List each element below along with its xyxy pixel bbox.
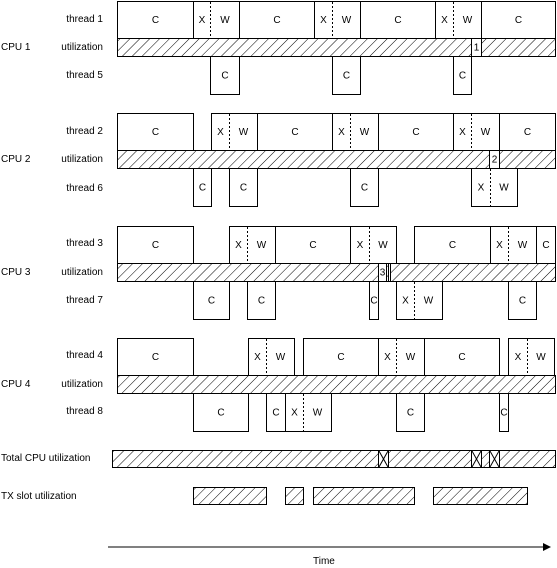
total-utilization-row bbox=[113, 451, 556, 468]
cpu1-upper-thread-label: thread 1 bbox=[66, 14, 103, 25]
cpu1-upper-seg-3-x-label: X bbox=[320, 15, 327, 27]
cpu3-lower-seg-0-c-label: C bbox=[207, 295, 216, 307]
cpu1-lower-seg-2-c-label: C bbox=[458, 70, 467, 82]
cpu4-lower-seg-1-c-label: C bbox=[272, 407, 280, 419]
cpu4-lower-seg-0-c-label: C bbox=[217, 407, 225, 419]
cpu3-lower-seg-1-c-label: C bbox=[257, 295, 266, 307]
cpu3-upper-seg-0-c-label: C bbox=[151, 240, 160, 252]
cpu1-upper-seg-2-c-label: C bbox=[273, 15, 281, 27]
cpu4-upper-seg-3-x-label: X bbox=[384, 352, 391, 364]
cpu1-upper-seg-5-w-label: W bbox=[462, 15, 473, 27]
cpu1-upper-seg-5-x-label: X bbox=[441, 15, 448, 27]
total-cpu-utilization-label: Total CPU utilization bbox=[1, 453, 91, 464]
cpu1-lower-thread-label: thread 5 bbox=[66, 70, 103, 81]
cpu3-upper-seg-6-c-label: C bbox=[542, 240, 550, 252]
cpu3-util-gap-1 bbox=[389, 264, 391, 282]
cpu4-upper-seg-0-c-label: C bbox=[151, 352, 160, 364]
cpu2-upper-seg-1-w-label: W bbox=[238, 127, 249, 139]
cpu3-gap-marker: 3 bbox=[379, 267, 386, 279]
cpu3-lower-seg-3-x-label: X bbox=[402, 295, 409, 307]
cpu3-utilization-bar bbox=[118, 264, 556, 282]
cpu2-upper-seg-6-c-label: C bbox=[523, 127, 532, 139]
cpu4-upper-seg-5-x-label: X bbox=[514, 352, 522, 364]
cpu4-lower-seg-2-w-label: W bbox=[312, 407, 323, 419]
cpu1-upper-seg-6-c-label: C bbox=[514, 15, 523, 27]
cpu4-upper-seg-1-w-label: W bbox=[275, 352, 286, 364]
cpu1-upper-seg-4-c-label: C bbox=[394, 15, 402, 27]
tx-slot-bar-3 bbox=[434, 488, 528, 505]
cpu4-upper-thread-label: thread 4 bbox=[66, 350, 103, 361]
cpu2-upper-seg-5-w-label: W bbox=[480, 127, 491, 139]
cpu4-lower-thread-label: thread 8 bbox=[66, 406, 103, 417]
cpu-block-4 bbox=[118, 339, 556, 432]
tx-slot-bar-2 bbox=[314, 488, 415, 505]
cpu2-upper-seg-5-x-label: X bbox=[459, 127, 466, 139]
cpu2-utilization-label: utilization bbox=[61, 154, 103, 165]
cpu-rows bbox=[118, 2, 556, 432]
cpu1-upper-seg-1-x-label: X bbox=[198, 15, 206, 27]
time-axis-label: Time bbox=[313, 556, 335, 567]
cpu4-utilization-bar bbox=[118, 376, 556, 394]
cpu1-upper-seg-3-w-label: W bbox=[341, 15, 352, 27]
cpu3-upper-seg-1-w-label: W bbox=[256, 240, 267, 252]
cpu3-upper-seg-1-x-label: X bbox=[235, 240, 242, 252]
cpu1-upper-seg-0-c-label: C bbox=[151, 15, 160, 27]
cpu3-upper-seg-3-x-label: X bbox=[356, 240, 364, 252]
cpu3-lower-seg-3-w-label: W bbox=[423, 295, 434, 307]
cpu4-lower-seg-4-c-label: C bbox=[500, 407, 508, 419]
cpu3-lower-seg-4-c-label: C bbox=[518, 295, 527, 307]
cpu2-upper-thread-label: thread 2 bbox=[66, 126, 103, 137]
cpu3-upper-seg-5-w-label: W bbox=[517, 240, 528, 252]
cpu1-gap-marker: 1 bbox=[473, 42, 480, 54]
cpu4-upper-seg-1-x-label: X bbox=[254, 352, 261, 364]
cpu4-utilization-label: utilization bbox=[61, 379, 103, 390]
cpu2-upper-seg-3-w-label: W bbox=[359, 127, 370, 139]
cpu3-upper-seg-2-c-label: C bbox=[309, 240, 317, 252]
cpu-block-3 bbox=[118, 227, 556, 320]
cpu1-lower-seg-0-c-label: C bbox=[221, 70, 229, 82]
tx-slot-utilization-label: TX slot utilization bbox=[1, 491, 77, 502]
cpu3-label: CPU 3 bbox=[1, 267, 31, 278]
cpu4-upper-seg-5-w-label: W bbox=[536, 352, 546, 364]
cpu1-label: CPU 1 bbox=[1, 42, 31, 53]
cpu-block-2 bbox=[118, 114, 556, 207]
cpu2-lower-seg-1-c-label: C bbox=[239, 182, 248, 194]
cpu2-lower-seg-2-c-label: C bbox=[360, 182, 369, 194]
cpu-block-1 bbox=[118, 2, 556, 95]
cpu1-lower-seg-1-c-label: C bbox=[342, 70, 351, 82]
cpu1-utilization-bar bbox=[118, 39, 556, 57]
cpu2-label: CPU 2 bbox=[1, 154, 31, 165]
cpu2-lower-seg-3-w-label: W bbox=[499, 182, 509, 194]
cpu2-gap-marker: 2 bbox=[491, 154, 498, 166]
cpu4-upper-seg-3-w-label: W bbox=[405, 352, 416, 364]
cpu3-lower-thread-label: thread 7 bbox=[66, 295, 103, 306]
tx-slot-bar-0 bbox=[194, 488, 267, 505]
cpu2-upper-seg-0-c-label: C bbox=[151, 127, 160, 139]
cpu4-upper-seg-2-c-label: C bbox=[337, 352, 345, 364]
cpu4-lower-seg-2-x-label: X bbox=[291, 407, 298, 419]
cpu2-upper-seg-3-x-label: X bbox=[338, 127, 345, 139]
cpu4-lower-seg-3-c-label: C bbox=[406, 407, 415, 419]
cpu3-upper-seg-4-c-label: C bbox=[448, 240, 457, 252]
cpu1-utilization-label: utilization bbox=[61, 42, 103, 53]
cpu3-upper-seg-5-x-label: X bbox=[496, 240, 503, 252]
cpu3-lower-seg-2-c-label: C bbox=[370, 295, 378, 307]
tx-slot-row bbox=[194, 488, 528, 505]
cpu4-upper-seg-4-c-label: C bbox=[458, 352, 466, 364]
cpu2-upper-seg-1-x-label: X bbox=[217, 127, 224, 139]
cpu2-lower-thread-label: thread 6 bbox=[66, 183, 103, 194]
cpu2-upper-seg-4-c-label: C bbox=[412, 127, 420, 139]
tx-slot-bar-1 bbox=[286, 488, 304, 505]
cpu1-upper-seg-1-w-label: W bbox=[220, 15, 230, 27]
cpu2-lower-seg-3-x-label: X bbox=[477, 182, 485, 194]
cpu3-upper-seg-3-w-label: W bbox=[378, 240, 388, 252]
cpu2-upper-seg-2-c-label: C bbox=[291, 127, 299, 139]
cpu3-upper-thread-label: thread 3 bbox=[66, 238, 103, 249]
cpu3-utilization-label: utilization bbox=[61, 267, 103, 278]
cpu4-label: CPU 4 bbox=[1, 379, 31, 390]
cpu2-lower-seg-0-c-label: C bbox=[198, 182, 207, 194]
